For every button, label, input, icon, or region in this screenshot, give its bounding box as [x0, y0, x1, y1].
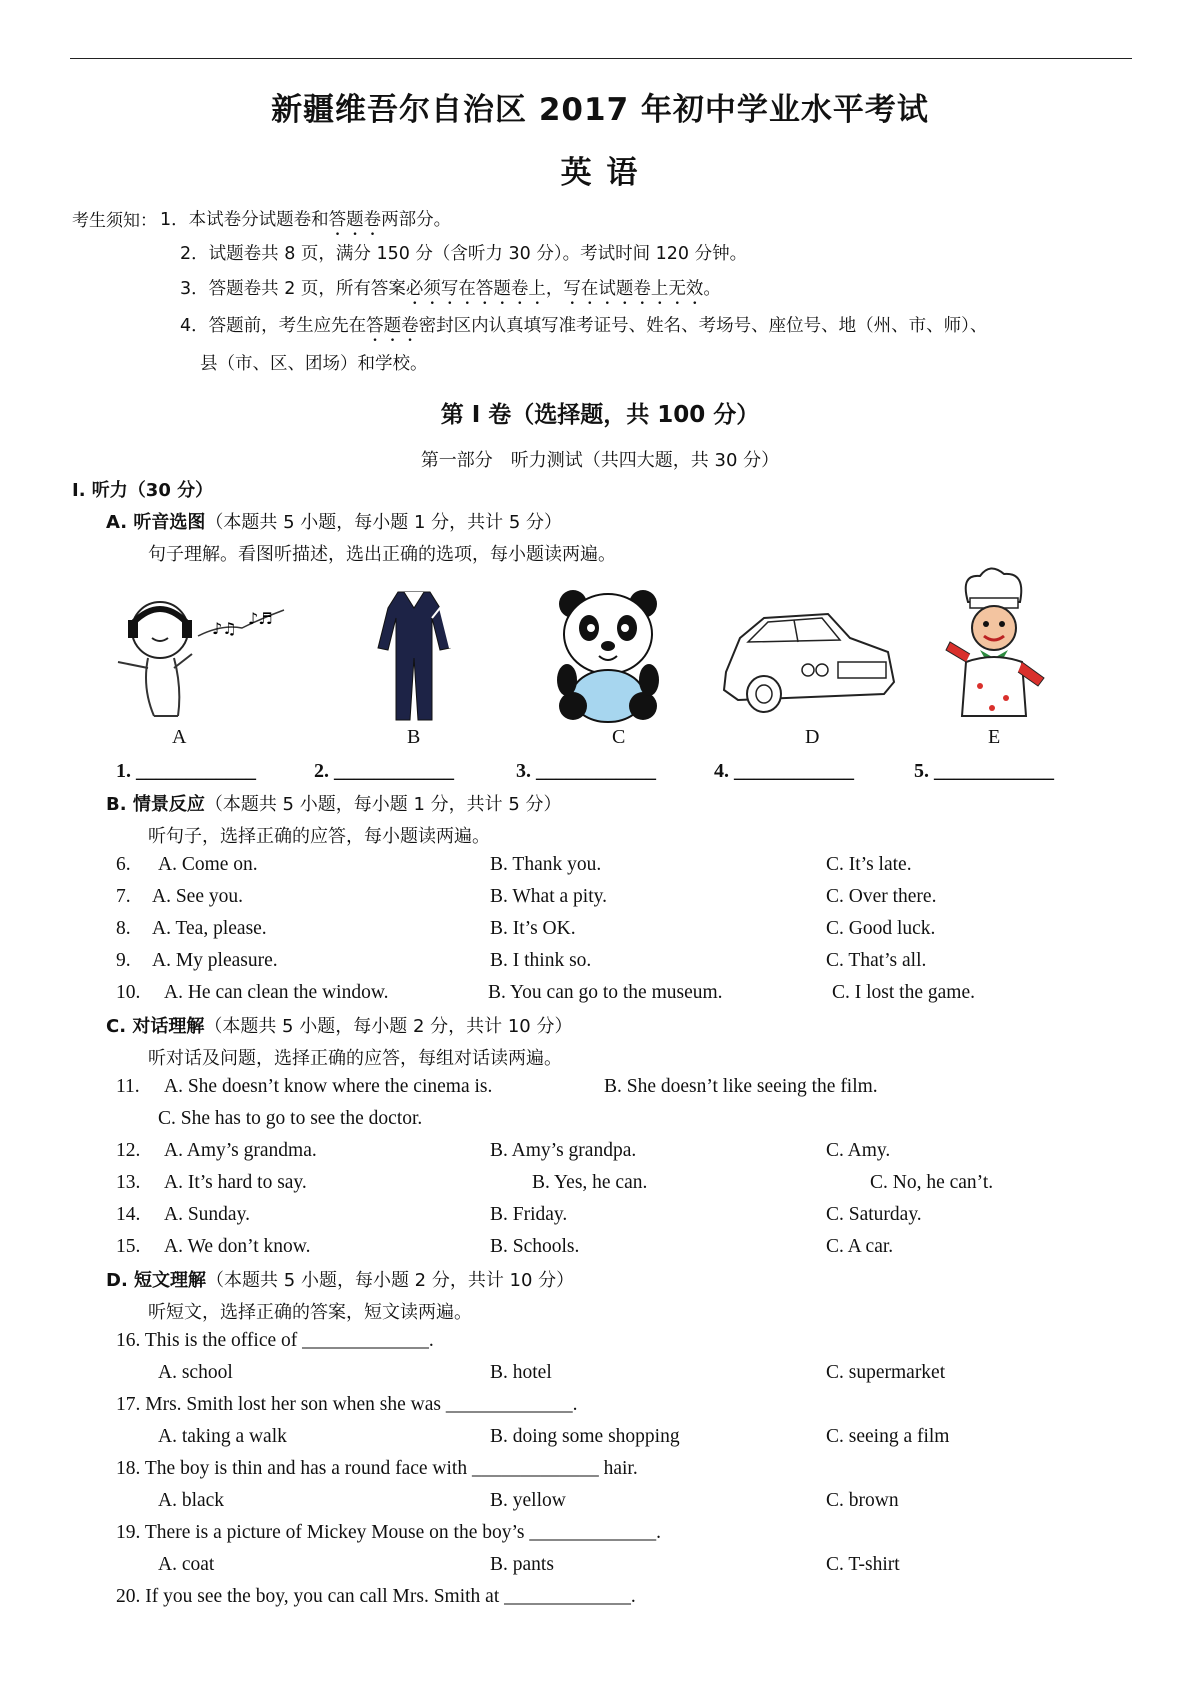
- notice-item-1: 1．本试卷分试题卷和答题卷两部分。: [160, 210, 452, 230]
- part-d-instruction: 听短文，选择正确的答案，短文读两遍。: [148, 1302, 472, 1323]
- option-a: A. See you.: [152, 886, 243, 907]
- svg-text:♪♫: ♪♫: [212, 619, 237, 638]
- option-c: C. seeing a film: [826, 1426, 950, 1447]
- subject-title: 英 语: [560, 155, 640, 191]
- option-b: B. Thank you.: [490, 854, 602, 875]
- option-c: C. She has to go to see the doctor.: [158, 1108, 423, 1129]
- option-a: A. coat: [158, 1554, 215, 1575]
- volume-heading: 第 I 卷（选择题，共 100 分）: [440, 402, 760, 428]
- option-b: B. It’s OK.: [490, 918, 576, 939]
- option-b: B. Schools.: [490, 1236, 580, 1257]
- option-b: B. pants: [490, 1554, 554, 1575]
- part-b-instruction: 听句子，选择正确的应答，每小题读两遍。: [148, 826, 490, 847]
- question-stem: 18. The boy is thin and has a round face with _____________ hair.: [116, 1458, 638, 1479]
- tracksuit-icon: [374, 588, 454, 723]
- option-b: B. yellow: [490, 1490, 566, 1511]
- question-stem: 19. There is a picture of Mickey Mouse on the boy’s _____________.: [116, 1522, 662, 1543]
- answer-blank-1: 1. ____________: [116, 760, 256, 782]
- option-a: A. Sunday.: [164, 1204, 250, 1225]
- part-a-instruction: 句子理解。看图听描述，选出正确的选项，每小题读两遍。: [148, 544, 616, 565]
- notice-label: 考生须知：: [72, 211, 157, 231]
- notice-item-4: 4．答题前，考生应先在答题卷密封区内认真填写准考证号、姓名、考场号、座位号、地（州、市、师）、: [180, 316, 988, 336]
- picture-label-c: C: [612, 726, 626, 748]
- option-b: B. What a pity.: [490, 886, 607, 907]
- option-a: A. Come on.: [158, 854, 258, 875]
- option-a: A. He can clean the window.: [164, 982, 389, 1003]
- option-a: A. school: [158, 1362, 233, 1383]
- picture-label-a: A: [172, 726, 187, 748]
- question-stem: 20. If you see the boy, you can call Mrs. Smith at _____________.: [116, 1586, 636, 1607]
- option-b: B. doing some shopping: [490, 1426, 680, 1447]
- answer-blank-3: 3. ____________: [516, 760, 656, 782]
- option-c: C. No, he can’t.: [870, 1172, 994, 1193]
- part-d-heading: D. 短文理解（本题共 5 小题，每小题 2 分，共计 10 分）: [106, 1270, 575, 1291]
- option-a: A. My pleasure.: [152, 950, 278, 971]
- notice-item-4-cont: 县（市、区、团场）和学校。: [200, 354, 428, 374]
- exam-title: 新疆维吾尔自治区 2017 年初中学业水平考试: [271, 92, 929, 128]
- svg-text:♪♬: ♪♬: [248, 609, 273, 628]
- question-num: 6.: [116, 854, 131, 875]
- answer-blank-4: 4. ____________: [714, 760, 854, 782]
- option-c: C. brown: [826, 1490, 899, 1511]
- question-stem: 17. Mrs. Smith lost her son when she was _____________.: [116, 1394, 578, 1415]
- question-num: 8.: [116, 918, 131, 939]
- part-b-heading: B. 情景反应（本题共 5 小题，每小题 1 分，共计 5 分）: [106, 794, 562, 815]
- part-c-instruction: 听对话及问题，选择正确的应答，每组对话读两遍。: [148, 1048, 562, 1069]
- option-c: C. Over there.: [826, 886, 937, 907]
- option-c: C. Amy.: [826, 1140, 891, 1161]
- option-a: A. Tea, please.: [152, 918, 267, 939]
- option-c: C. T-shirt: [826, 1554, 900, 1575]
- answer-blank-2: 2. ____________: [314, 760, 454, 782]
- question-num: 12.: [116, 1140, 141, 1161]
- part-c-heading: C. 对话理解（本题共 5 小题，每小题 2 分，共计 10 分）: [106, 1016, 573, 1037]
- option-b: B. I think so.: [490, 950, 592, 971]
- panda-icon: [553, 588, 663, 723]
- option-c: C. I lost the game.: [832, 982, 975, 1003]
- question-stem: 16. This is the office of _____________.: [116, 1330, 434, 1351]
- option-b: B. She doesn’t like seeing the film.: [604, 1076, 878, 1097]
- picture-label-e: E: [988, 726, 1001, 748]
- option-c: C. A car.: [826, 1236, 894, 1257]
- option-c: C. Good luck.: [826, 918, 936, 939]
- option-b: B. Amy’s grandpa.: [490, 1140, 637, 1161]
- question-num: 7.: [116, 886, 131, 907]
- question-num: 10.: [116, 982, 141, 1003]
- picture-label-d: D: [805, 726, 820, 748]
- part-a-heading: A. 听音选图（本题共 5 小题，每小题 1 分，共计 5 分）: [106, 512, 563, 533]
- option-a: A. It’s hard to say.: [164, 1172, 307, 1193]
- option-b: B. You can go to the museum.: [488, 982, 723, 1003]
- notice-item-3: 3．答题卷共 2 页，所有答案必须写在答题卷上，写在试题卷上无效。: [180, 279, 721, 299]
- option-c: C. It’s late.: [826, 854, 912, 875]
- music-listener-icon: [112, 588, 290, 723]
- option-a: A. Amy’s grandma.: [164, 1140, 317, 1161]
- question-num: 14.: [116, 1204, 141, 1225]
- question-num: 11.: [116, 1076, 140, 1097]
- option-b: B. Friday.: [490, 1204, 568, 1225]
- option-a: A. We don’t know.: [164, 1236, 311, 1257]
- answer-blank-5: 5. ____________: [914, 760, 1054, 782]
- question-num: 9.: [116, 950, 131, 971]
- option-a: A. She doesn’t know where the cinema is.: [164, 1076, 493, 1097]
- option-b: B. hotel: [490, 1362, 552, 1383]
- picture-label-b: B: [407, 726, 421, 748]
- option-b: B. Yes, he can.: [532, 1172, 648, 1193]
- option-a: A. black: [158, 1490, 225, 1511]
- section-heading: I. 听力（30 分）: [72, 480, 214, 501]
- chef-icon: [940, 566, 1050, 723]
- question-num: 13.: [116, 1172, 141, 1193]
- question-num: 15.: [116, 1236, 141, 1257]
- option-c: C. That’s all.: [826, 950, 927, 971]
- option-a: A. taking a walk: [158, 1426, 287, 1447]
- option-c: C. supermarket: [826, 1362, 946, 1383]
- option-c: C. Saturday.: [826, 1204, 922, 1225]
- part-heading: 第一部分 听力测试（共四大题，共 30 分）: [420, 450, 780, 471]
- notice-item-2: 2．试题卷共 8 页，满分 150 分（含听力 30 分）。考试时间 120 分钟。: [180, 244, 748, 264]
- car-icon: [718, 612, 898, 718]
- top-rule: [70, 58, 1132, 59]
